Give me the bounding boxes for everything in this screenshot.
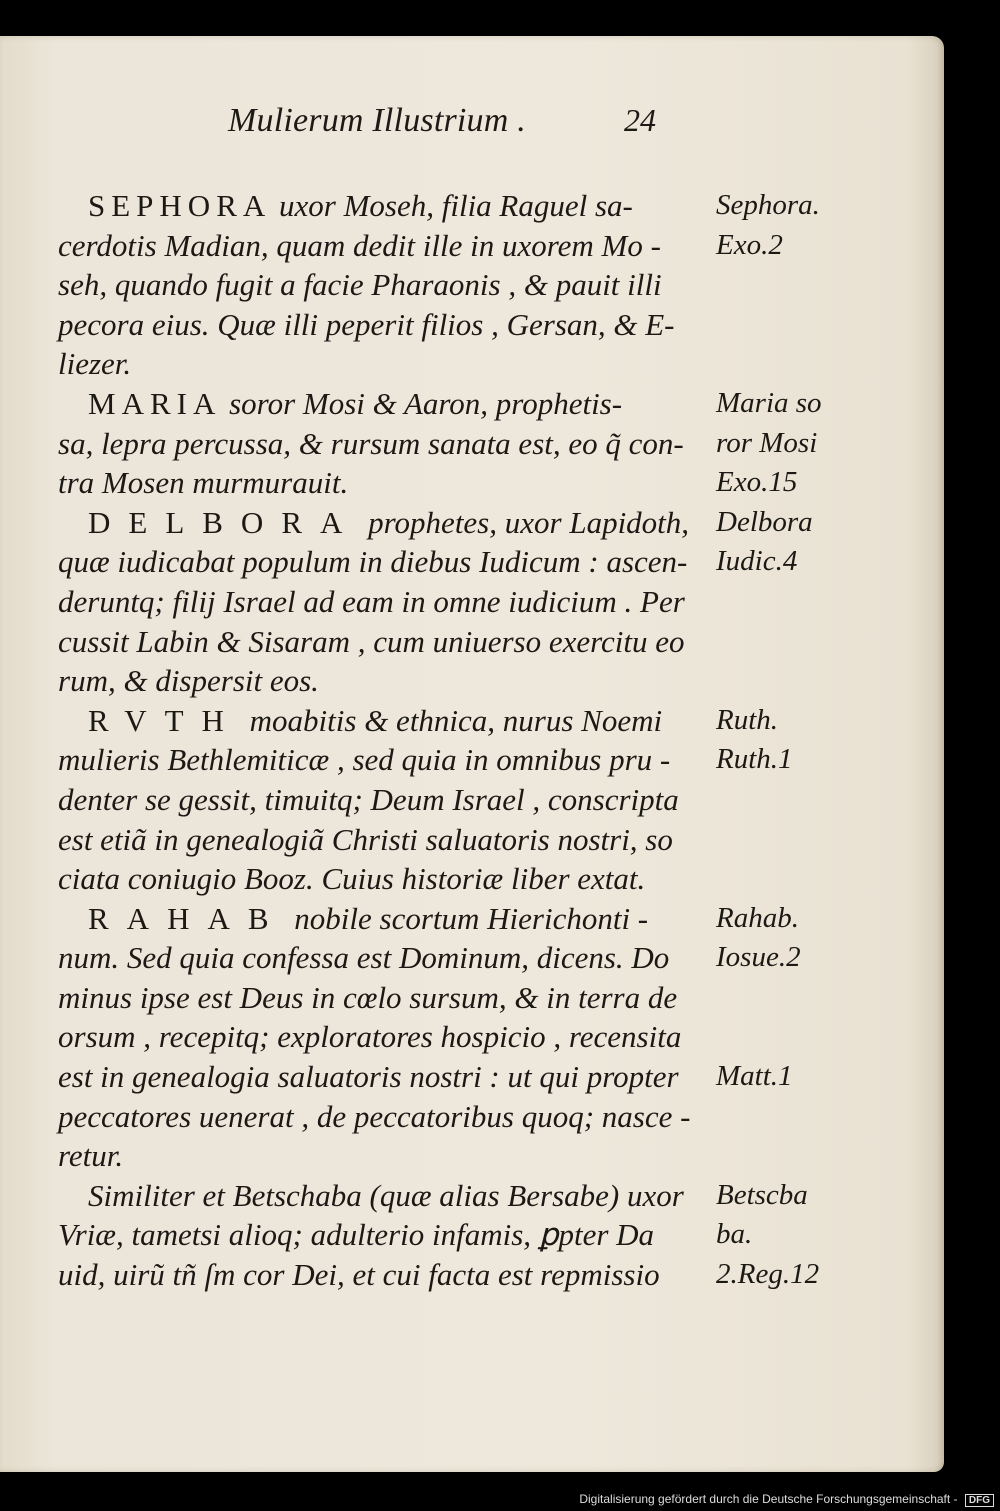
text-line — [58, 1255, 718, 1295]
margin-note — [716, 305, 846, 345]
text-line — [58, 265, 718, 305]
margin-note — [716, 1136, 846, 1176]
line-text: est etiã in genealogiã Christi saluatoris nostri, so — [58, 821, 673, 857]
margin-note — [716, 820, 846, 860]
line-text: liezer. — [58, 346, 132, 382]
main-text-block — [58, 186, 718, 1295]
text-line — [58, 1017, 718, 1057]
margin-note: Iudic.4 — [716, 545, 798, 578]
line-text: cerdotis Madian, quam dedit ille in uxorem Mo - — [58, 227, 661, 263]
text-line — [58, 1097, 718, 1137]
line-text: moabitis & ethnica, nurus Noemi — [241, 702, 663, 738]
line-text: quæ iudicabat populum in diebus Iudicum : ascen- — [58, 544, 688, 580]
margin-note — [716, 344, 846, 384]
line-text: rum, & dispersit eos. — [58, 663, 319, 699]
text-line — [58, 463, 718, 503]
margin-note: Iosue.2 — [716, 941, 801, 974]
text-line — [58, 1057, 718, 1097]
text-line — [58, 226, 718, 266]
text-line — [58, 186, 718, 226]
line-text: denter se gessit, timuitq; Deum Israel , conscripta — [58, 781, 679, 817]
text-line — [58, 1215, 718, 1255]
text-line — [58, 503, 718, 543]
margin-note: Ruth.1 — [716, 743, 793, 776]
margin-note — [716, 582, 846, 622]
text-line — [58, 582, 718, 622]
line-text: nobile scortum Hierichonti - — [286, 900, 649, 936]
line-text: uid, uirũ tñ ſm cor Dei, et cui facta est repmissio — [58, 1257, 660, 1293]
line-text: peccatores uenerat , de peccatoribus quoq; nasce - — [58, 1098, 691, 1134]
text-line — [58, 305, 718, 345]
entry-name: SEPHORA — [88, 188, 272, 223]
line-text: uxor Moseh, filia Raguel sa- — [271, 188, 633, 223]
margin-notes — [716, 186, 846, 1295]
text-line — [58, 1176, 718, 1216]
text-line — [58, 820, 718, 860]
margin-note — [716, 859, 846, 899]
line-text: ciata coniugio Booz. Cuius historiæ liber extat. — [58, 861, 646, 897]
margin-note — [716, 780, 846, 820]
margin-note: Ruth. — [716, 703, 779, 736]
line-text: est in genealogia saluatoris nostri : ut qui propter — [58, 1059, 679, 1095]
margin-note: ror Mosi — [716, 426, 818, 459]
margin-note: Exo.15 — [716, 466, 798, 499]
text-line — [58, 344, 718, 384]
text-line — [58, 701, 718, 741]
text-line — [58, 978, 718, 1018]
line-text: pecora eius. Quæ illi peperit filios , Gersan, & E- — [58, 306, 675, 342]
text-line — [58, 424, 718, 464]
line-text: minus ipse est Deus in cœlo sursum, & in terra de — [58, 979, 678, 1015]
line-text: sa, lepra percussa, & rursum sanata est, eo q̃ con- — [58, 425, 684, 461]
text-line — [58, 384, 718, 424]
margin-note — [716, 622, 846, 662]
line-text: soror Mosi & Aaron, prophetis- — [221, 385, 623, 421]
line-text: num. Sed quia confessa est Dominum, dicens. Do — [58, 940, 670, 976]
margin-note — [716, 1017, 846, 1057]
text-line — [58, 542, 718, 582]
page-number: 24 — [624, 102, 656, 138]
margin-note: Betscba — [716, 1178, 808, 1211]
text-line — [58, 740, 718, 780]
line-text: retur. — [58, 1138, 124, 1174]
line-text: prophetes, uxor Lapidoth, — [360, 504, 690, 540]
margin-note: Matt.1 — [716, 1060, 793, 1093]
line-text: Similiter et Betschaba (quæ alias Bersabe) uxor — [88, 1177, 684, 1213]
margin-note: Exo.2 — [716, 228, 783, 261]
entry-name: RAHAB — [88, 900, 287, 936]
entry-name: RVTH — [88, 702, 242, 738]
text-line — [58, 780, 718, 820]
margin-note: Sephora. — [716, 189, 820, 221]
margin-note — [716, 978, 846, 1018]
text-line — [58, 859, 718, 899]
dfg-logo: DFG — [965, 1494, 994, 1507]
line-text: cussit Labin & Sisaram , cum uniuerso exercitu eo — [58, 623, 685, 659]
line-text: mulieris Bethlemiticæ , sed quia in omnibus pru - — [58, 742, 671, 778]
margin-note: Maria so — [716, 386, 822, 419]
margin-note — [716, 1097, 846, 1137]
running-title: Mulierum Illustrium . — [228, 102, 526, 139]
text-line — [58, 1136, 718, 1176]
digitization-footer — [579, 1492, 994, 1507]
margin-note: ba. — [716, 1218, 753, 1251]
entry-name: DELBORA — [88, 504, 361, 540]
text-line — [58, 622, 718, 662]
text-line — [58, 899, 718, 939]
text-line — [58, 938, 718, 978]
margin-note: Rahab. — [716, 901, 799, 934]
entry-name: MARIA — [88, 385, 222, 421]
margin-note — [716, 265, 846, 305]
margin-note: Delbora — [716, 505, 813, 538]
line-text: seh, quando fugit a facie Pharaonis , & pauit illi — [58, 267, 662, 303]
line-text: tra Mosen murmurauit. — [58, 465, 349, 501]
margin-note — [716, 661, 846, 701]
margin-note: 2.Reg.12 — [716, 1258, 820, 1291]
line-text: Vriæ, tametsi alioq; adulterio infamis, ꝑpter Da — [58, 1217, 655, 1253]
line-text: deruntq; filij Israel ad eam in omne iudicium . Per — [58, 583, 685, 619]
footer-credit: Digitalisierung gefördert durch die Deutsche Forschungsgemeinschaft - — [579, 1492, 958, 1506]
text-line — [58, 661, 718, 701]
line-text: orsum , recepitq; exploratores hospicio , recensita — [58, 1019, 682, 1055]
book-page — [0, 36, 944, 1472]
